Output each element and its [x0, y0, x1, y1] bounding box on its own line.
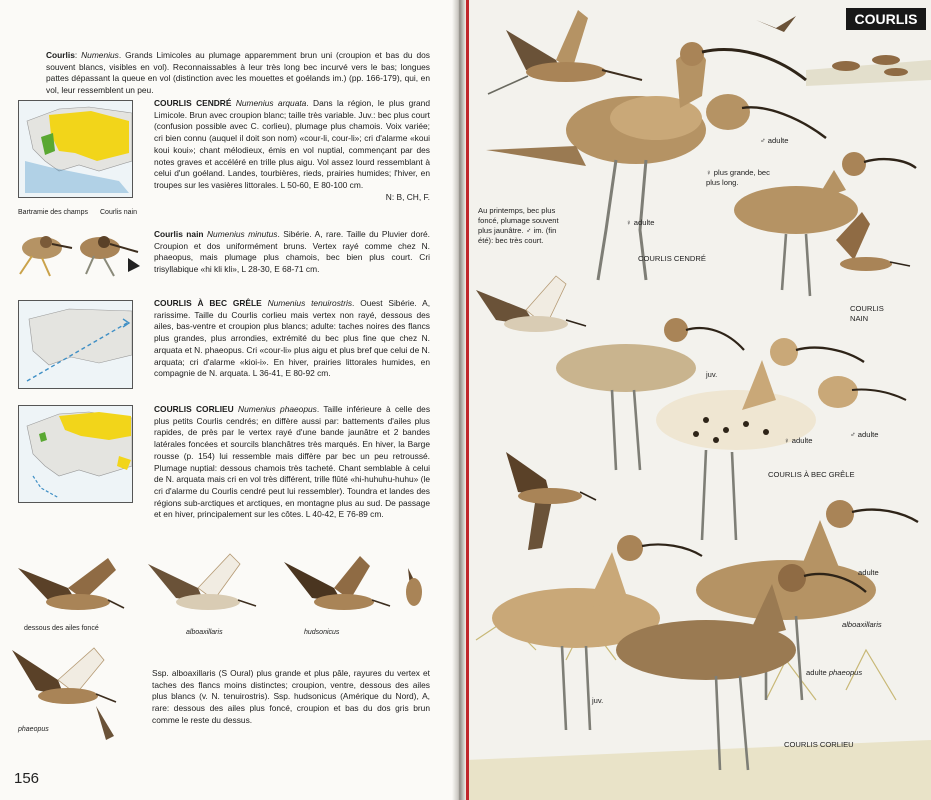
spine-red-edge [466, 0, 469, 800]
label-adulte-phaeopus [806, 668, 862, 678]
right-page [466, 0, 931, 800]
cendre-body: . Dans la région, le plus grand Limicole. Brun avec croupion blanc; taille très variable. Juv.: bec plus court (confusion possible avec C. corlieu), plumage plus chamois. Voix variée; cri bien connu (auquel il doit son nom) «cour-li, cour-li»; cri d'alarme «koui koui koui»; chant mélodieux, émis en vol nuptial, commençant par des notes graves et accéléré en trille plus aigu. Vol assez lourd ressemblant à celui d'un goéland. Landes, tourbières, rieds, prairies humides; l'hiver, en troupes sur les vasières littorales. L 50-60, E 80-100 cm. [154, 98, 430, 190]
label-adulte-phaeopus-b: phaeopus [828, 668, 863, 677]
bird-flight-dark [18, 558, 124, 610]
grele-text [154, 298, 430, 380]
page-number: 156 [14, 770, 40, 787]
corlieu-title: COURLIS CORLIEU [154, 404, 234, 414]
label-courlis-bec-grele: COURLIS À BEC GRÊLE [768, 470, 855, 479]
cendre-text [154, 98, 430, 203]
intro-text: . Grands Limicoles au plumage apparemment brun uni (croupion et bas du dos souvent blancs, visibles en vol). Reconnaissables à leur très long bec incurvé vers le bas; longues pattes dépassant la queue en vol (distinction avec les mouettes et goélands im.) (pp. 166-179), qui, en vol, leur ressemblent un peu. [46, 50, 430, 96]
ssp-text: Ssp. alboaxillaris (S Oural) plus grande et plus pâle, rayures du vertex et taches des flancs moins distinctes; croupion, ventre, dessous des ailes plus blancs (v. N. tenuirostris). Ssp. hudsonicus (Amérique du Nord), A, rare: dessous des ailes plus foncé, croupion et bas du dos gris brun comme le reste du dessus. [152, 668, 430, 725]
nain-title: Courlis nain [154, 229, 204, 239]
label-male-adulte-grele: ♂ adulte [850, 430, 879, 439]
caption-hudsonicus: hudsonicus [304, 629, 340, 636]
bird-flight-alboax [148, 554, 256, 610]
label-adulte-corlieu: adulte [858, 568, 879, 577]
cendre-status: N: B, CH, F. [385, 191, 430, 202]
caption-bartramie: Bartramie des champs [18, 209, 89, 216]
intro-latin: Numenius [81, 50, 119, 60]
caption-courlis-nain: Courlis nain [100, 209, 137, 216]
range-map-corlieu-svg [19, 406, 132, 502]
left-page [0, 0, 458, 800]
bird-flight-hudson [284, 556, 390, 610]
heads-illustration [10, 222, 160, 282]
corlieu-body: . Taille inférieure à celle des plus petits Courlis cendrés; en diffère aussi par: battements d'ailes plus rapides, de près par le vertex rayé d'une bande jaunâtre et 2 bandes latérales foncées et sourcils blanchâtres très marqués. En hiver, la Barge rousse (p. 154) lui ressemble mais diffère par bec un peu retroussé. Plumage nuptial: dessous chamois très tacheté. Chant semblable à celui de N. arquata mais cri en vol très différent, trille flûté «hi-huhuhu-huhu» (le cri d'alarme du Courlis cendré peut lui ressembler). Toundra et landes des régions sub-arctiques et arctiques, en montagne plus au sud. De passage et en hiver, principalement sur les côtes. L 40-42, E 76-89 cm. [154, 404, 431, 520]
corlieu-text [154, 404, 430, 521]
nain-text [154, 229, 430, 276]
label-printemps: Au printemps, bec plus foncé, plumage souvent plus jaunâtre. ♂ im. (fin été): bec très court. [478, 206, 559, 245]
label-male-adulte-cendre: ♂ adulte [760, 136, 789, 145]
grele-latin: Numenius tenuirostris [267, 298, 353, 308]
curlew-plate-illustration [466, 0, 931, 800]
label-female-adulte-grele: ♀ adulte [784, 436, 813, 445]
corlieu-latin: Numenius phaeopus [238, 404, 317, 414]
cendre-title: COURLIS CENDRÉ [154, 98, 232, 108]
nain-body: . Sibérie. A, rare. Taille du Pluvier doré. Croupion et dos uniformément bruns. Vertex rayé comme chez N. phaeopus, mais plumage plus chamois, bec bien plus court. Cri trisyllabique «hi kli kli», L 28-30, E 68-71 cm. [154, 229, 430, 275]
grele-body: . Ouest Sibérie. A, rarissime. Taille du Courlis corlieu mais vertex non rayé, dessous des ailes, bas-ventre et croupion plus blancs; adulte: taches noires des flancs plus grandes, plus arrondies, extrémité du bec plus fine que chez N. arquata et N. phaeopus. Cri «cour-li» plus aigu et plus bref que celui de N. arquata; cri d'alarme «kioi-i». En hiver, prairies littorales humides, en compagnie de N. arquata. L 36-41, E 80-92 cm. [154, 298, 431, 379]
label-female-adulte-cendre: ♀ adulte [626, 218, 655, 227]
label-alboaxillaris: alboaxillaris [842, 620, 882, 629]
range-map-grele [18, 300, 133, 389]
ssp-paragraph [152, 668, 430, 727]
intro-paragraph: Courlis: Numenius. Grands Limicoles au plumage apparemment brun uni (croupion et bas du dos souvent blancs, visibles en vol). Reconnaissables à leur très long bec incurvé vers le bas; longues pattes dépassant la queue en vol (distinction avec les mouettes et goélands im.) (pp. 166-179), qui, en vol, leur ressemblent un peu. [46, 50, 430, 96]
grele-title: COURLIS À BEC GRÊLE [154, 298, 262, 308]
page-header-title: COURLIS [846, 8, 926, 30]
label-courlis-cendre: COURLIS CENDRÉ [638, 254, 706, 263]
label-courlis-corlieu: COURLIS CORLIEU [784, 740, 854, 749]
label-juv-corlieu: juv. [592, 696, 604, 705]
caption-alboaxillaris: alboaxillaris [186, 629, 223, 636]
cendre-latin: Numenius arquata [235, 98, 307, 108]
range-map-grele-svg [19, 301, 132, 388]
nain-latin: Numenius minutus [207, 229, 278, 239]
label-female-plus-grande: ♀ plus grande, bec plus long. [706, 168, 770, 187]
flying-bird-phaeopus [6, 640, 136, 750]
intro-term: Courlis [46, 50, 75, 60]
label-adulte-phaeopus-a: adulte [806, 668, 827, 677]
range-map-cendre-svg [19, 101, 132, 197]
caption-dessous: dessous des ailes foncé [24, 625, 99, 632]
label-courlis-nain: COURLIS NAIN [850, 304, 884, 323]
bird-flight-small [406, 568, 422, 606]
range-map-corlieu [18, 405, 133, 503]
range-map-cendre [18, 100, 133, 198]
caption-phaeopus: phaeopus [18, 726, 49, 733]
label-juv-grele: juv. [706, 370, 718, 379]
book-gutter [452, 0, 466, 800]
